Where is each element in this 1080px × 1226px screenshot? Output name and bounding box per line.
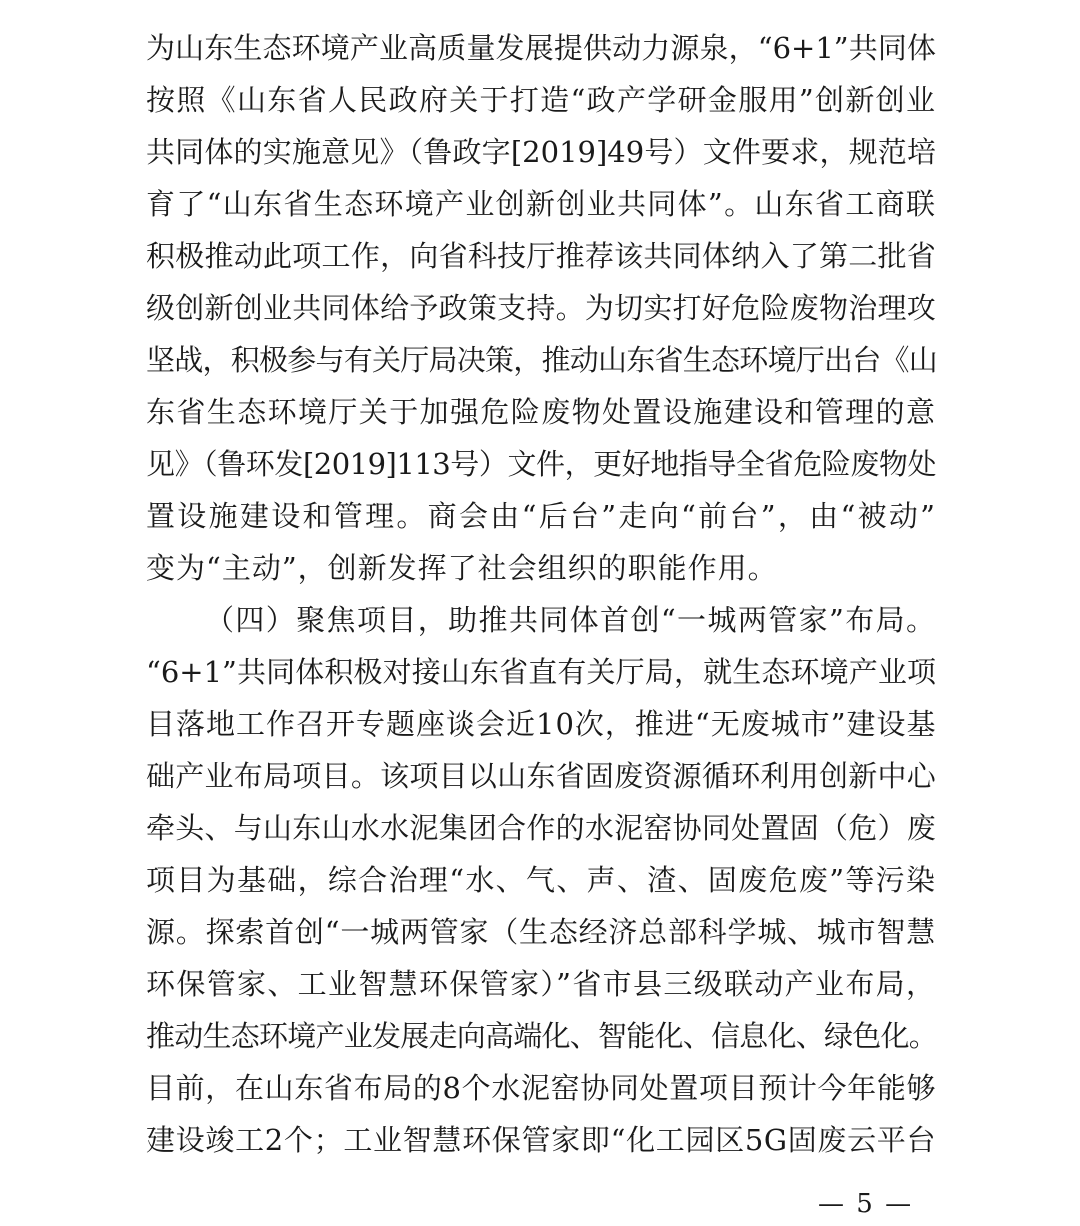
text-line-18: 源。探索首创“一城两管家（生态经济总部科学城、城市智慧 [146,915,936,949]
text-line-2: 按照《山东省人民政府关于打造“政产学研金服用”创新创业 [146,83,936,117]
text-line-1: 为山东生态环境产业高质量发展提供动力源泉，“6+1”共同体 [146,31,936,65]
page-number: — 5 — [818,1189,914,1219]
text-line-5: 积极推动此项工作，向省科技厅推荐该共同体纳入了第二批省 [146,239,936,273]
text-line-17: 项目为基础，综合治理“水、气、声、渣、固废危废”等污染 [146,863,936,897]
text-line-21: 目前，在山东省布局的8个水泥窑协同处置项目预计今年能够 [146,1071,936,1105]
section-heading: （四）聚焦项目，助推共同体首创“一城两管家”布局。 [205,603,936,637]
text-line-13: “6+1”共同体积极对接山东省直有关厅局，就生态环境产业项 [146,655,936,689]
text-line-10: 置设施建设和管理。商会由“后台”走向“前台”，由“被动” [146,499,936,533]
text-line-19: 环保管家、工业智慧环保管家）”省市县三级联动产业布局， [146,967,936,1001]
text-line-6: 级创新创业共同体给予政策支持。为切实打好危险废物治理攻 [146,291,936,325]
text-line-14: 目落地工作召开专题座谈会近10次，推进“无废城市”建设基 [146,707,937,741]
text-line-7: 坚战，积极参与有关厅局决策，推动山东省生态环境厅出台《山 [146,343,938,377]
text-line-22: 建设竣工2个；工业智慧环保管家即“化工园区5G固废云平台 [146,1123,936,1157]
text-line-4: 育了“山东省生态环境产业创新创业共同体”。山东省工商联 [146,187,936,221]
text-line-3: 共同体的实施意见》（鲁政字[2019]49号）文件要求，规范培 [146,135,936,169]
text-line-20: 推动生态环境产业发展走向高端化、智能化、信息化、绿色化。 [146,1019,938,1053]
text-line-15: 础产业布局项目。该项目以山东省固废资源循环利用创新中心 [146,759,936,793]
text-line-9: 见》（鲁环发[2019]113号）文件，更好地指导全省危险废物处 [146,447,936,481]
text-line-11: 变为“主动”，创新发挥了社会组织的职能作用。 [146,551,778,585]
text-line-16: 牵头、与山东山水水泥集团合作的水泥窑协同处置固（危）废 [146,811,936,845]
text-line-8: 东省生态环境厅关于加强危险废物处置设施建设和管理的意 [146,395,936,429]
